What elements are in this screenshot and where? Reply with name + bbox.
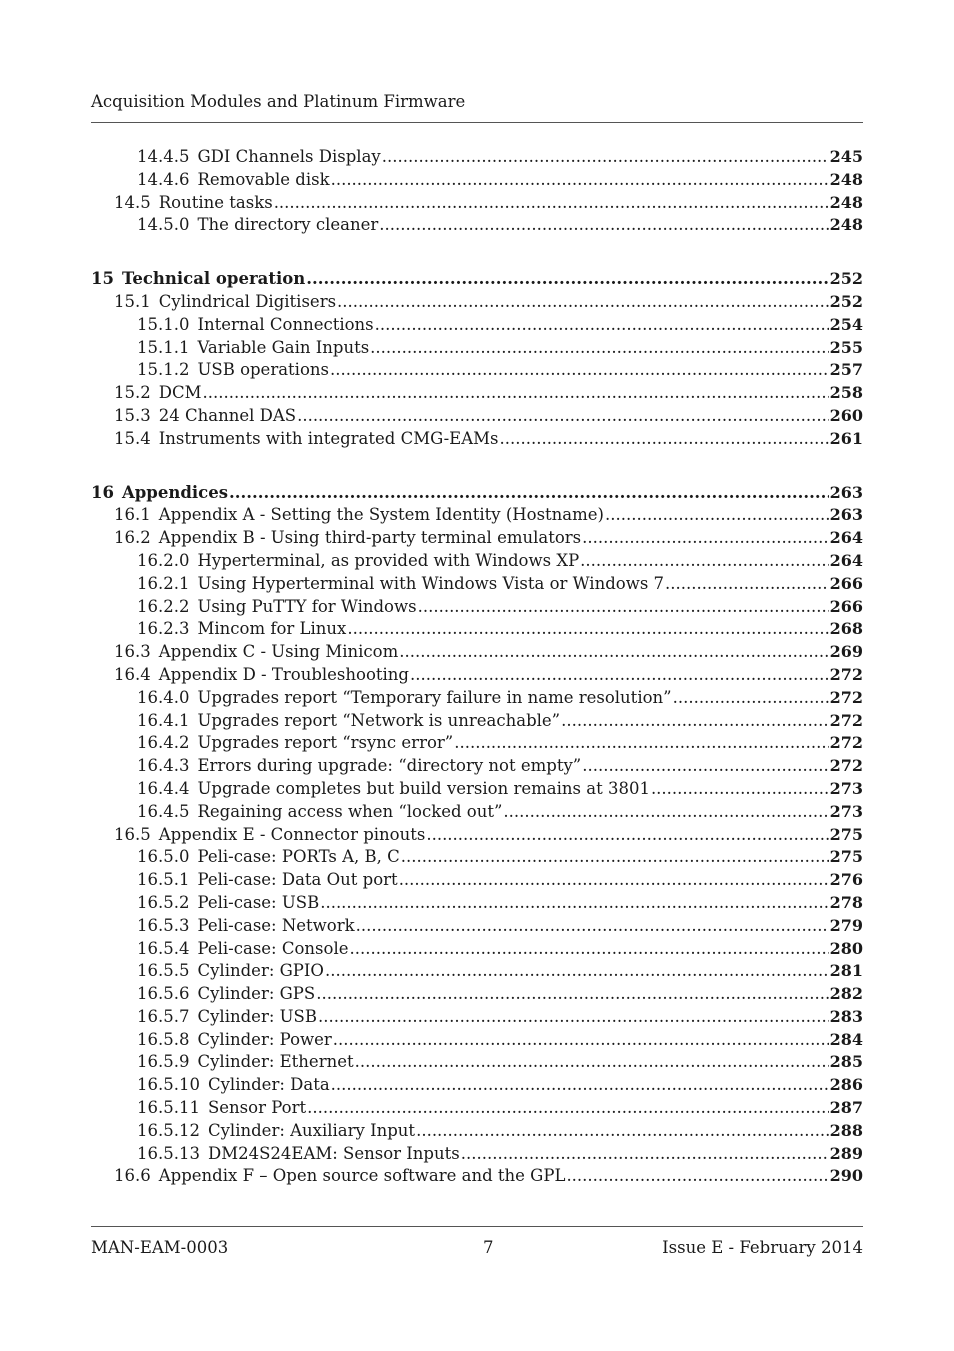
- toc-section-gap: [91, 237, 863, 268]
- toc-leader-dots: [454, 732, 828, 755]
- toc-leader-dots: [325, 960, 829, 983]
- toc-entry-number: 15: [91, 269, 114, 289]
- toc-entry-page: 280: [829, 938, 863, 958]
- toc-entry-page: 263: [829, 482, 863, 502]
- table-of-contents: [91, 146, 863, 1188]
- toc-entry-title: Cylinder: GPIO: [197, 961, 324, 981]
- toc-entry-title: Peli-case: PORTs A, B, C: [197, 847, 400, 867]
- toc-entry-title: Instruments with integrated CMG-EAMs: [158, 428, 499, 448]
- toc-entry[interactable]: [91, 1029, 863, 1052]
- toc-leader-dots: [503, 801, 828, 824]
- toc-entry-page: 264: [829, 550, 863, 570]
- toc-entry-page: 273: [829, 778, 863, 798]
- toc-entry-title: Cylinder: Power: [197, 1029, 332, 1049]
- toc-leader-dots: [203, 382, 829, 405]
- toc-entry-title: GDI Channels Display: [197, 147, 381, 166]
- toc-entry-page: 254: [829, 314, 863, 334]
- toc-entry[interactable]: [91, 710, 863, 733]
- toc-entry-number: 16.5.0: [137, 847, 190, 867]
- toc-entry-number: 14.4.6: [137, 169, 190, 189]
- toc-leader-dots: [316, 983, 828, 1006]
- toc-entry[interactable]: [91, 550, 863, 573]
- toc-entry[interactable]: [91, 314, 863, 337]
- toc-leader-dots: [306, 268, 828, 291]
- toc-entry-title: Appendix F – Open source software and the GPL: [158, 1166, 566, 1186]
- toc-entry-title: Upgrades report “Temporary failure in name resolution”: [197, 687, 672, 707]
- toc-entry-title: Using PuTTY for Windows: [197, 596, 417, 616]
- toc-entry-title: DCM: [158, 383, 202, 403]
- toc-entry-page: 268: [829, 619, 863, 639]
- toc-entry-page: 273: [829, 801, 863, 821]
- toc-entry-title: Mincom for Linux: [197, 619, 347, 639]
- toc-entry[interactable]: [91, 755, 863, 778]
- toc-leader-dots: [347, 618, 828, 641]
- toc-entry-title: Appendix A - Setting the System Identity (Hostname): [158, 505, 604, 525]
- toc-entry-number: 15.3: [114, 405, 151, 425]
- toc-entry-title: Appendix D - Troubleshooting: [158, 664, 409, 684]
- toc-entry[interactable]: [91, 504, 863, 527]
- toc-entry[interactable]: [91, 359, 863, 382]
- toc-entry[interactable]: [91, 869, 863, 892]
- toc-entry[interactable]: [91, 1143, 863, 1166]
- toc-entry[interactable]: [91, 938, 863, 961]
- toc-entry-title: Cylinder: Ethernet: [197, 1052, 354, 1072]
- toc-entry-page: 272: [829, 710, 863, 730]
- toc-entry-number: 16.2.3: [137, 619, 190, 639]
- toc-leader-dots: [651, 778, 829, 801]
- toc-leader-dots: [297, 405, 829, 428]
- toc-entry-title: Cylinder: USB: [197, 1006, 317, 1026]
- toc-entry-page: 284: [829, 1029, 863, 1049]
- toc-entry-page: 245: [829, 147, 863, 166]
- toc-leader-dots: [399, 641, 828, 664]
- toc-entry-number: 16.1: [114, 505, 151, 525]
- toc-entry-number: 16.2.1: [137, 573, 190, 593]
- toc-entry-page: 278: [829, 892, 863, 912]
- toc-entry[interactable]: [91, 192, 863, 215]
- toc-entry-title: Routine tasks: [158, 192, 273, 212]
- toc-entry[interactable]: [91, 214, 863, 237]
- footer-doc-id: MAN-EAM-0003: [91, 1238, 229, 1257]
- toc-entry-page: 269: [829, 642, 863, 662]
- toc-leader-dots: [307, 1097, 828, 1120]
- toc-entry-number: 14.5.0: [137, 215, 190, 235]
- toc-entry-page: 248: [829, 192, 863, 212]
- toc-entry-number: 15.2: [114, 383, 151, 403]
- toc-leader-dots: [673, 687, 829, 710]
- toc-entry-page: 275: [829, 847, 863, 867]
- toc-entry-page: 257: [829, 360, 863, 380]
- toc-entry[interactable]: [91, 732, 863, 755]
- toc-entry-title: Appendices: [121, 482, 228, 502]
- toc-entry-page: 289: [829, 1143, 863, 1163]
- toc-leader-dots: [349, 938, 828, 961]
- toc-entry-number: 14.4.5: [137, 147, 190, 166]
- toc-leader-dots: [331, 169, 829, 192]
- toc-entry-number: 16.4.0: [137, 687, 190, 707]
- toc-entry-number: 16.4.5: [137, 801, 190, 821]
- toc-entry-number: 16.5.9: [137, 1052, 190, 1072]
- toc-entry-number: 15.1: [114, 291, 151, 311]
- toc-leader-dots: [426, 824, 828, 847]
- toc-leader-dots: [229, 482, 829, 505]
- toc-entry[interactable]: [91, 1120, 863, 1143]
- toc-entry-number: 15.1.1: [137, 337, 190, 357]
- toc-entry-number: 16.5.7: [137, 1006, 190, 1026]
- toc-leader-dots: [416, 1120, 829, 1143]
- toc-entry-title: Peli-case: Console: [197, 938, 349, 958]
- toc-leader-dots: [379, 214, 828, 237]
- toc-entry[interactable]: [91, 573, 863, 596]
- toc-entry-page: 276: [829, 870, 863, 890]
- toc-leader-dots: [461, 1143, 829, 1166]
- toc-entry[interactable]: [91, 146, 863, 169]
- toc-entry-title: Upgrades report “rsync error”: [197, 733, 454, 753]
- toc-entry-number: 16.4.3: [137, 756, 190, 776]
- toc-entry[interactable]: [91, 641, 863, 664]
- toc-entry-number: 16.5.6: [137, 984, 190, 1004]
- toc-leader-dots: [333, 1029, 829, 1052]
- toc-entry-number: 16.4: [114, 664, 151, 684]
- toc-entry-title: Regaining access when “locked out”: [197, 801, 503, 821]
- toc-entry-number: 16.5.3: [137, 915, 190, 935]
- toc-entry-title: Peli-case: Data Out port: [197, 870, 398, 890]
- toc-entry-title: Errors during upgrade: “directory not empty”: [197, 756, 582, 776]
- toc-leader-dots: [499, 428, 828, 451]
- toc-entry-title: 24 Channel DAS: [158, 405, 297, 425]
- toc-entry[interactable]: [91, 405, 863, 428]
- toc-entry[interactable]: [91, 291, 863, 314]
- toc-entry[interactable]: [91, 1051, 863, 1074]
- toc-leader-dots: [399, 869, 829, 892]
- toc-entry-page: 272: [829, 687, 863, 707]
- toc-entry[interactable]: [91, 618, 863, 641]
- toc-leader-dots: [356, 915, 829, 938]
- toc-entry-title: Peli-case: Network: [197, 915, 355, 935]
- toc-entry[interactable]: [91, 482, 863, 505]
- toc-entry-page: 266: [829, 596, 863, 616]
- toc-entry-title: Cylindrical Digitisers: [158, 291, 337, 311]
- toc-leader-dots: [330, 359, 829, 382]
- toc-entry-page: 287: [829, 1098, 863, 1118]
- toc-entry-page: 263: [829, 505, 863, 525]
- toc-leader-dots: [561, 710, 828, 733]
- toc-entry-title: Internal Connections: [197, 314, 374, 334]
- toc-entry-page: 260: [829, 405, 863, 425]
- toc-entry-number: 16.3: [114, 642, 151, 662]
- toc-entry-number: 16.4.4: [137, 778, 190, 798]
- toc-leader-dots: [375, 314, 829, 337]
- toc-entry-title: DM24S24EAM: Sensor Inputs: [207, 1143, 460, 1163]
- toc-entry-page: 258: [829, 383, 863, 403]
- toc-leader-dots: [582, 527, 828, 550]
- toc-entry-page: 255: [829, 337, 863, 357]
- page-footer: [91, 1226, 863, 1260]
- toc-leader-dots: [355, 1051, 829, 1074]
- toc-entry-number: 16.5.1: [137, 870, 190, 890]
- toc-entry-title: Upgrade completes but build version remains at 3801: [197, 778, 650, 798]
- toc-entry-number: 16.6: [114, 1166, 151, 1186]
- toc-entry[interactable]: [91, 960, 863, 983]
- toc-entry-number: 16.2.0: [137, 550, 190, 570]
- toc-leader-dots: [665, 573, 829, 596]
- toc-leader-dots: [320, 892, 828, 915]
- toc-entry-number: 16.5.12: [137, 1120, 200, 1140]
- toc-entry[interactable]: [91, 169, 863, 192]
- toc-entry-title: Variable Gain Inputs: [197, 337, 370, 357]
- toc-entry-title: Appendix C - Using Minicom: [158, 642, 399, 662]
- toc-entry-number: 16.2.2: [137, 596, 190, 616]
- toc-entry[interactable]: [91, 382, 863, 405]
- toc-entry[interactable]: [91, 1006, 863, 1029]
- footer-issue: Issue E - February 2014: [662, 1238, 863, 1257]
- toc-entry[interactable]: [91, 824, 863, 847]
- toc-entry[interactable]: [91, 664, 863, 687]
- toc-leader-dots: [318, 1006, 829, 1029]
- toc-entry-page: 288: [829, 1120, 863, 1140]
- toc-entry-number: 16.5.2: [137, 892, 190, 912]
- toc-leader-dots: [337, 291, 829, 314]
- toc-entry-title: Appendix B - Using third-party terminal emulators: [158, 528, 582, 548]
- toc-entry[interactable]: [91, 1074, 863, 1097]
- toc-entry[interactable]: [91, 846, 863, 869]
- toc-entry[interactable]: [91, 801, 863, 824]
- toc-entry-title: Cylinder: Data: [207, 1075, 330, 1095]
- toc-entry[interactable]: [91, 1165, 863, 1188]
- toc-entry-title: Cylinder: Auxiliary Input: [207, 1120, 416, 1140]
- toc-entry-title: USB operations: [197, 360, 329, 380]
- toc-leader-dots: [580, 550, 828, 573]
- toc-entry-page: 275: [829, 824, 863, 844]
- toc-entry-title: Appendix E - Connector pinouts: [158, 824, 426, 844]
- toc-entry-page: 252: [829, 269, 863, 289]
- toc-entry[interactable]: [91, 337, 863, 360]
- toc-entry[interactable]: [91, 687, 863, 710]
- toc-entry-number: 16.5.4: [137, 938, 190, 958]
- toc-entry-page: 248: [829, 215, 863, 235]
- toc-entry[interactable]: [91, 596, 863, 619]
- toc-entry-number: 16.2: [114, 528, 151, 548]
- toc-entry-page: 272: [829, 756, 863, 776]
- toc-entry-title: Upgrades report “Network is unreachable”: [197, 710, 561, 730]
- toc-entry-number: 16.5: [114, 824, 151, 844]
- toc-leader-dots: [331, 1074, 829, 1097]
- toc-entry-number: 16.5.10: [137, 1075, 200, 1095]
- toc-entry-title: Using Hyperterminal with Windows Vista or Windows 7: [197, 573, 665, 593]
- toc-entry-title: Removable disk: [197, 169, 330, 189]
- toc-entry[interactable]: [91, 983, 863, 1006]
- toc-entry[interactable]: [91, 268, 863, 291]
- footer-page-number: 7: [483, 1238, 494, 1257]
- toc-entry[interactable]: [91, 527, 863, 550]
- toc-entry-title: Cylinder: GPS: [197, 984, 316, 1004]
- toc-entry-page: 272: [829, 664, 863, 684]
- toc-entry[interactable]: [91, 428, 863, 451]
- toc-entry-page: 264: [829, 528, 863, 548]
- toc-leader-dots: [370, 337, 828, 360]
- toc-leader-dots: [401, 846, 829, 869]
- toc-entry-number: 15.4: [114, 428, 151, 448]
- toc-entry-title: Peli-case: USB: [197, 892, 320, 912]
- toc-entry-number: 16.5.11: [137, 1098, 200, 1118]
- toc-entry-page: 285: [829, 1052, 863, 1072]
- toc-entry-page: 266: [829, 573, 863, 593]
- toc-entry-number: 16.5.8: [137, 1029, 190, 1049]
- toc-entry-page: 248: [829, 169, 863, 189]
- toc-entry-title: Hyperterminal, as provided with Windows XP: [197, 550, 580, 570]
- toc-entry[interactable]: [91, 892, 863, 915]
- toc-entry-title: Technical operation: [121, 269, 306, 289]
- toc-entry-page: 279: [829, 915, 863, 935]
- toc-entry-page: 281: [829, 961, 863, 981]
- toc-section-gap: [91, 451, 863, 482]
- toc-entry-number: 14.5: [114, 192, 151, 212]
- toc-entry-number: 15.1.2: [137, 360, 190, 380]
- toc-entry-number: 16.5.5: [137, 961, 190, 981]
- page-header: [91, 91, 863, 123]
- header-title: Acquisition Modules and Platinum Firmware: [91, 92, 466, 111]
- toc-entry-page: 290: [829, 1166, 863, 1186]
- toc-leader-dots: [418, 596, 829, 619]
- toc-entry-title: Sensor Port: [207, 1098, 307, 1118]
- toc-entry-number: 16.4.1: [137, 710, 190, 730]
- toc-leader-dots: [605, 504, 829, 527]
- toc-entry-number: 16.5.13: [137, 1143, 200, 1163]
- toc-entry[interactable]: [91, 915, 863, 938]
- toc-entry[interactable]: [91, 1097, 863, 1120]
- toc-entry-page: 286: [829, 1075, 863, 1095]
- toc-leader-dots: [274, 192, 829, 215]
- toc-entry-page: 272: [829, 733, 863, 753]
- toc-entry-number: 16.4.2: [137, 733, 190, 753]
- toc-entry-number: 15.1.0: [137, 314, 190, 334]
- toc-entry-page: 252: [829, 291, 863, 311]
- toc-leader-dots: [382, 146, 829, 169]
- toc-entry-number: 16: [91, 482, 114, 502]
- toc-entry[interactable]: [91, 778, 863, 801]
- toc-entry-title: The directory cleaner: [197, 215, 379, 235]
- toc-leader-dots: [582, 755, 828, 778]
- toc-entry-page: 283: [829, 1006, 863, 1026]
- toc-entry-page: 261: [829, 428, 863, 448]
- toc-entry-page: 282: [829, 984, 863, 1004]
- toc-leader-dots: [566, 1165, 828, 1188]
- toc-leader-dots: [410, 664, 829, 687]
